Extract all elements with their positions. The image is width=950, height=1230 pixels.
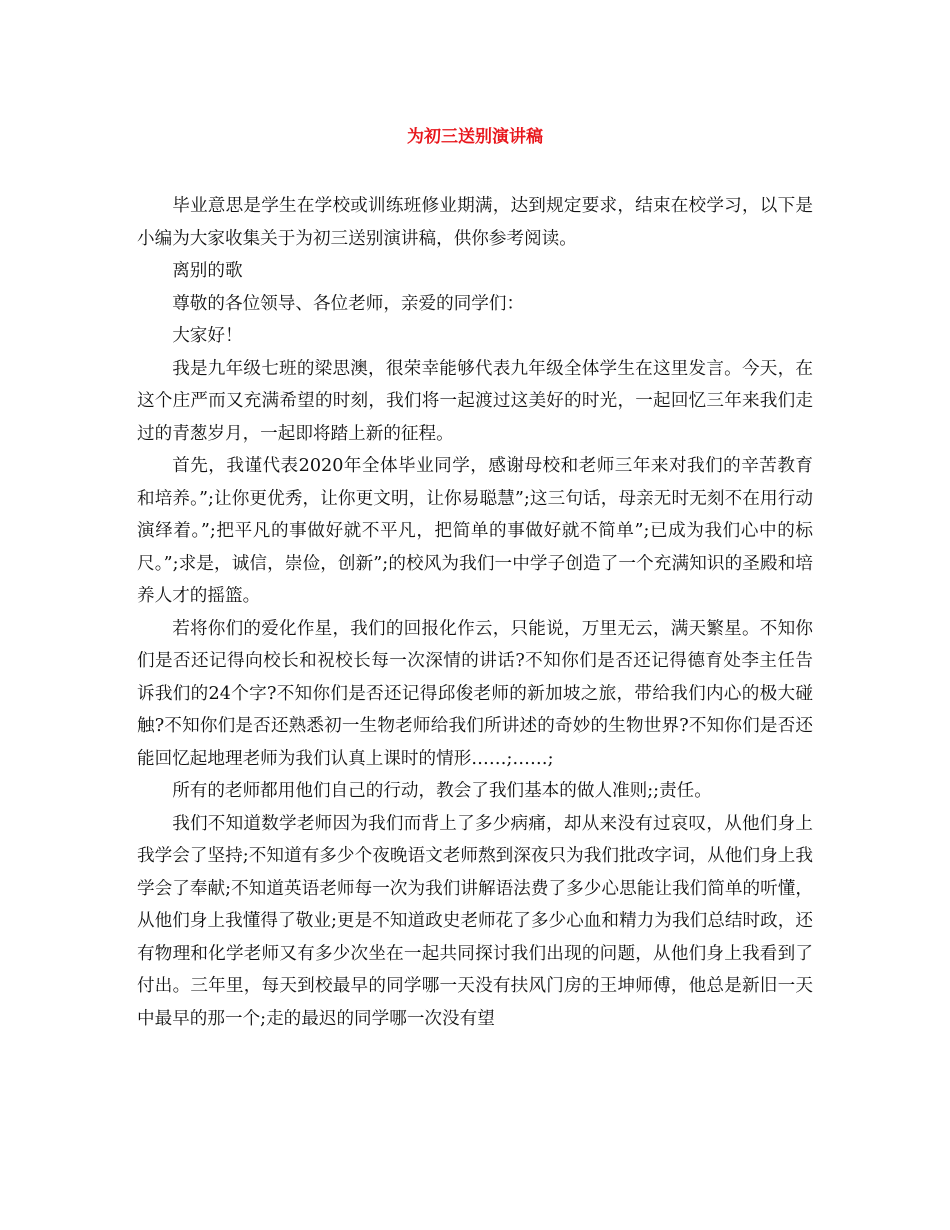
paragraph-memories: 若将你们的爱化作星，我们的回报化作云，只能说，万里无云，满天繁星。不知你们是否还记得向校长和祝校长每一次深情的讲话?不知你们是否还记得德育处李主任告诉我们的24个字?不知你们是否还记得邱俊老师的新加坡之旅，带给我们内心的极大碰触?不知你们是否还熟悉初一生物老师给我们所讲述的奇妙的生物世界?不知你们是否还能回忆起地理老师为我们认真上课时的情形……;……; bbox=[137, 618, 813, 769]
paragraph-thanks: 首先，我谨代表2020年全体毕业同学，感谢母校和老师三年来对我们的辛苦教育和培养。”;让你更优秀，让你更文明，让你易聪慧”;这三句话，母亲无时无刻不在用行动演绎着。”;把平凡的事做好就不平凡，把简单的事做好就不简单”;已成为我们心中的标尺。”;求是，诚信，崇俭，创新”;的校风为我们一中学子创造了一个充满知识的圣殿和培养人才的摇篮。 bbox=[137, 456, 813, 606]
document-body bbox=[137, 190, 813, 1035]
paragraph-self-intro: 我是九年级七班的梁思澳，很荣幸能够代表九年级全体学生在这里发言。今天，在这个庄严而又充满希望的时刻，我们将一起渡过这美好的时光，一起回忆三年来我们走过的青葱岁月，一起即将踏上新的征程。 bbox=[137, 358, 813, 444]
paragraph-teachers-lesson: 所有的老师都用他们自己的行动，教会了我们基本的做人准则;;责任。 bbox=[172, 781, 712, 801]
paragraph-salutation: 尊敬的各位领导、各位老师，亲爱的同学们： bbox=[172, 293, 525, 314]
paragraph-intro: 毕业意思是学生在学校或训练班修业期满，达到规定要求，结束在校学习，以下是小编为大家收集关于为初三送别演讲稿，供你参考阅读。 bbox=[137, 196, 813, 249]
paragraph-subtitle: 离别的歌 bbox=[172, 261, 243, 281]
paragraph-greeting: 大家好！ bbox=[172, 326, 243, 346]
paragraph-teachers-devotion: 我们不知道数学老师因为我们而背上了多少病痛，却从来没有过哀叹，从他们身上我学会了坚持;不知道有多少个夜晚语文老师熬到深夜只为我们批改字词，从他们身上我学会了奉献;不知道英语老师每一次为我们讲解语法费了多少心思能让我们简单的听懂，从他们身上我懂得了敬业;更是不知道政史老师花了多少心血和精力为我们总结时政，还有物理和化学老师又有多少次坐在一起共同探讨我们出现的问题，从他们身上我看到了付出。三年里，每天到校最早的同学哪一天没有扶风门房的王坤师傅，他总是新旧一天中最早的那一个;走的最迟的同学哪一次没有望 bbox=[137, 813, 813, 1029]
document-title: 为初三送别演讲稿 bbox=[407, 127, 543, 147]
